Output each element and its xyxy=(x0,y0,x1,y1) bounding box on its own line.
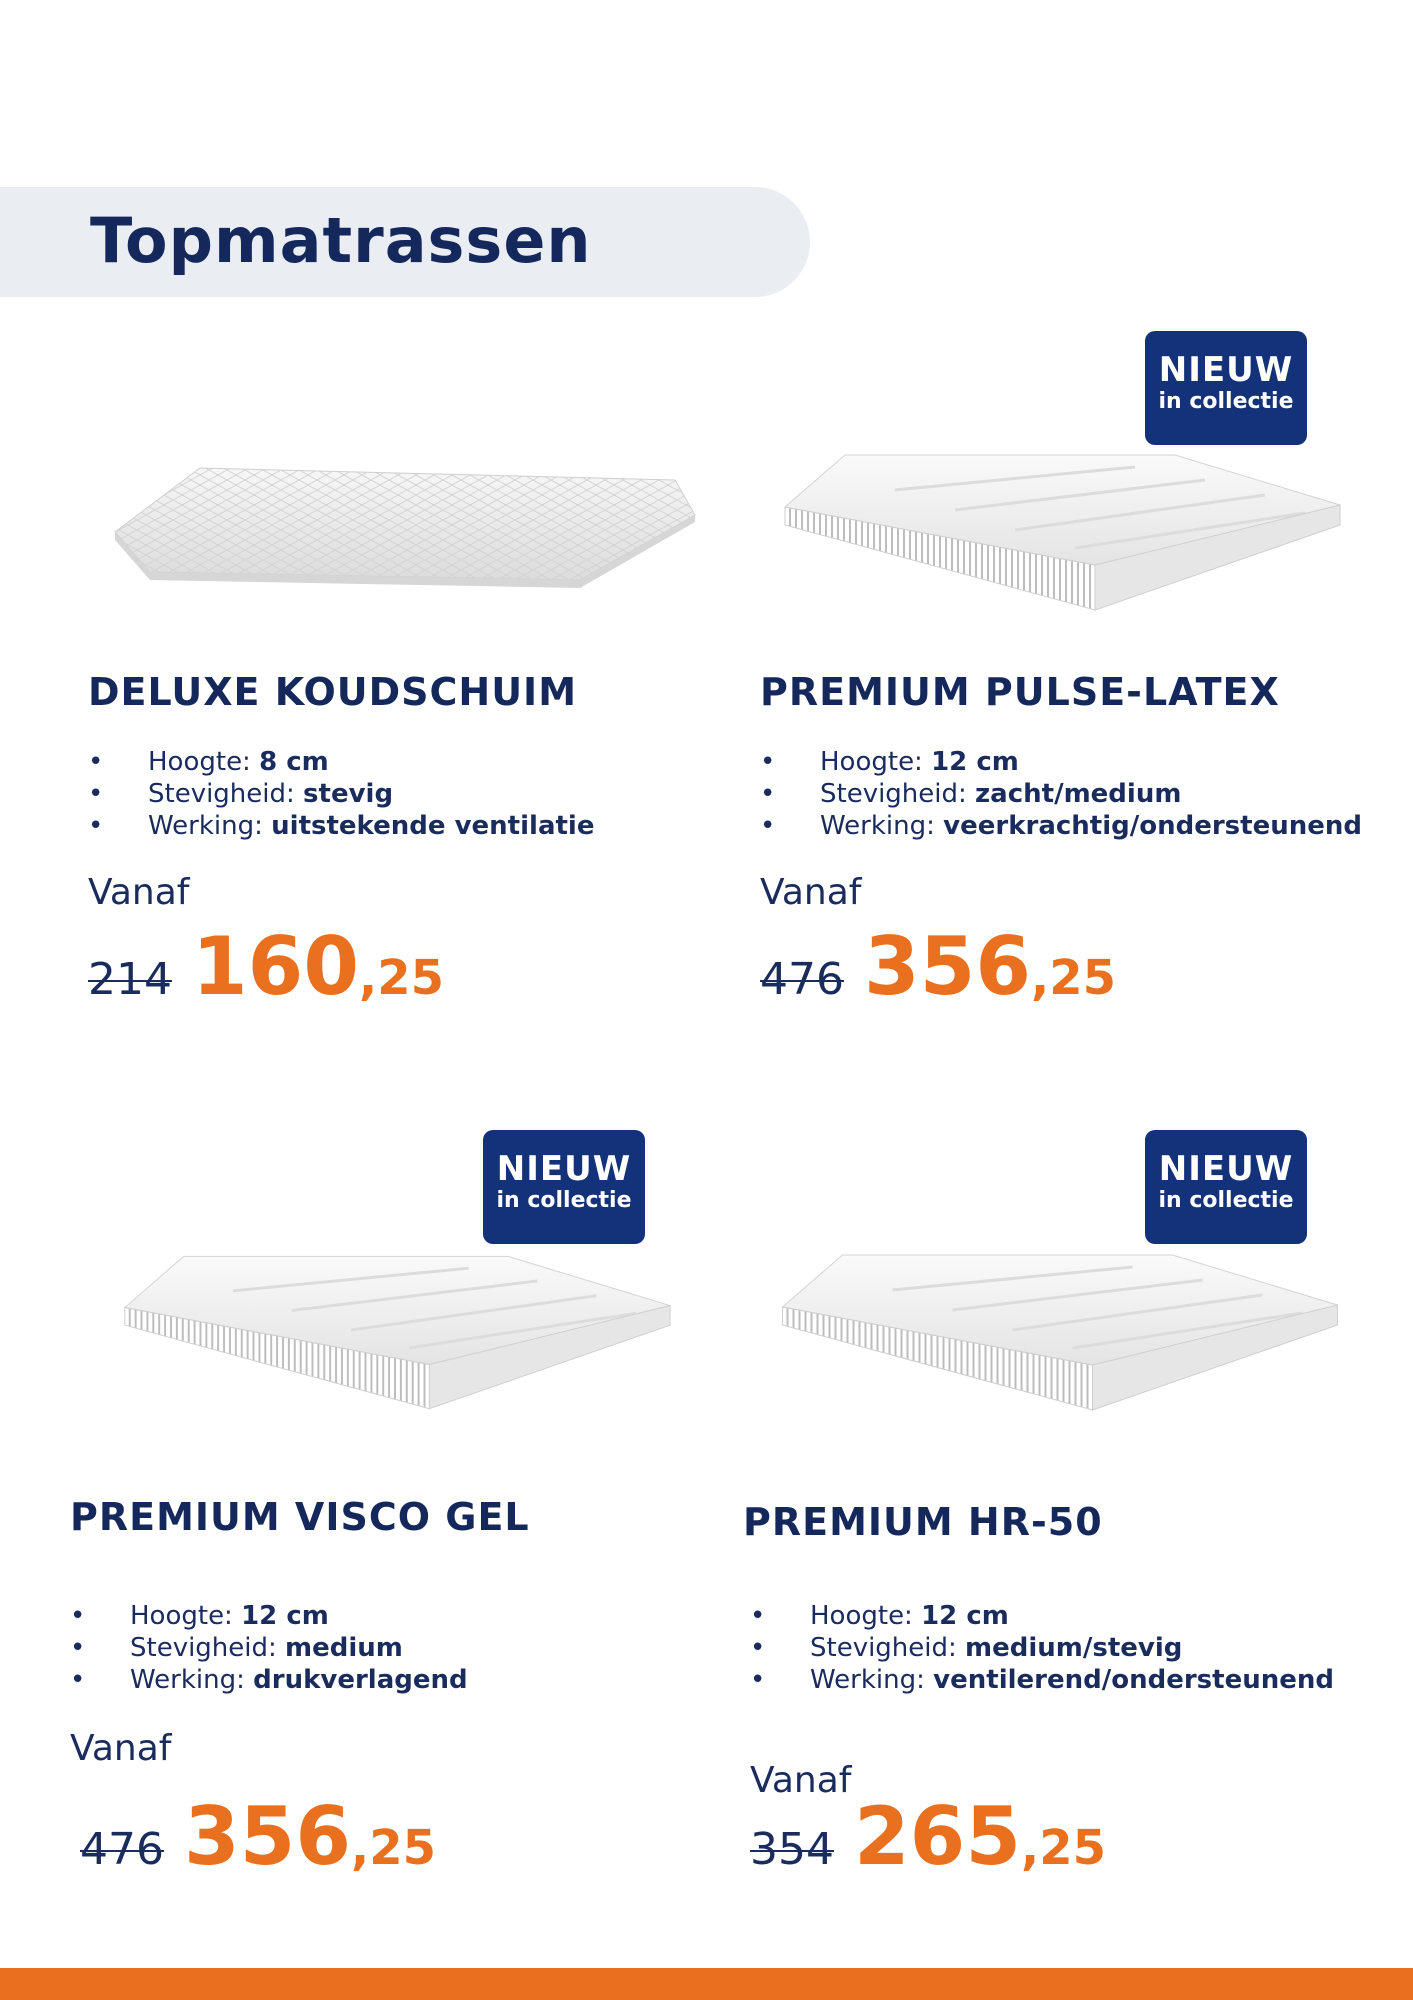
spec-value: 8 cm xyxy=(259,747,329,777)
product-card-deluxe-koudschuim[interactable] xyxy=(80,320,720,1040)
vanaf-label: Vanaf xyxy=(750,1760,852,1801)
spec-value: 12 cm xyxy=(921,1601,1009,1631)
old-price: 476 xyxy=(80,1824,164,1875)
mattress-topper-image xyxy=(110,460,700,595)
product-name: PREMIUM HR-50 xyxy=(743,1500,1103,1544)
spec-value: ventilerend/ondersteunend xyxy=(933,1665,1334,1695)
vanaf-label: Vanaf xyxy=(760,872,862,913)
spec-list xyxy=(70,1600,468,1696)
new-price-decimals: ,25 xyxy=(358,950,445,1006)
price-row xyxy=(80,1790,436,1883)
product-card-premium-pulse-latex[interactable] xyxy=(750,320,1390,1040)
spec-label: Hoogte: xyxy=(148,747,251,777)
mattress-topper-image xyxy=(770,1245,1345,1425)
spec-item xyxy=(760,810,1362,842)
spec-list xyxy=(760,746,1362,842)
spec-label: Stevigheid: xyxy=(130,1633,277,1663)
price-row xyxy=(760,920,1116,1013)
new-price-decimals: ,25 xyxy=(1030,950,1117,1006)
spec-value: veerkrachtig/ondersteunend xyxy=(943,811,1362,841)
new-price: 265 xyxy=(853,1790,1021,1883)
badge-subtitle: in collectie xyxy=(1158,1188,1294,1213)
new-price: 356 xyxy=(863,920,1031,1013)
spec-value: stevig xyxy=(303,779,394,809)
spec-item xyxy=(750,1600,1334,1632)
vanaf-label: Vanaf xyxy=(88,872,190,913)
spec-item xyxy=(750,1664,1334,1696)
old-price: 476 xyxy=(760,954,844,1005)
product-card-premium-hr-50[interactable] xyxy=(740,1120,1380,1883)
spec-item xyxy=(760,778,1362,810)
product-name: DELUXE KOUDSCHUIM xyxy=(88,670,578,714)
spec-label: Hoogte: xyxy=(810,1601,913,1631)
spec-label: Hoogte: xyxy=(820,747,923,777)
new-in-collection-badge xyxy=(483,1130,645,1244)
spec-label: Werking: xyxy=(810,1665,925,1695)
badge-title: NIEUW xyxy=(496,1149,632,1189)
badge-title: NIEUW xyxy=(1158,1149,1294,1189)
new-price-decimals: ,25 xyxy=(350,1820,437,1876)
spec-list xyxy=(88,746,594,842)
spec-value: medium xyxy=(285,1633,403,1663)
spec-item xyxy=(70,1632,468,1664)
new-price: 160 xyxy=(191,920,359,1013)
spec-label: Stevigheid: xyxy=(148,779,295,809)
spec-label: Stevigheid: xyxy=(820,779,967,809)
product-name: PREMIUM VISCO GEL xyxy=(70,1495,530,1539)
new-price: 356 xyxy=(183,1790,351,1883)
spec-value: 12 cm xyxy=(241,1601,329,1631)
mattress-topper-image xyxy=(775,445,1345,625)
product-name: PREMIUM PULSE-LATEX xyxy=(760,670,1280,714)
price-row xyxy=(88,920,444,1013)
badge-subtitle: in collectie xyxy=(496,1188,632,1213)
spec-label: Werking: xyxy=(148,811,263,841)
spec-value: uitstekende ventilatie xyxy=(271,811,595,841)
new-price-decimals: ,25 xyxy=(1020,1820,1107,1876)
page-title: Topmatrassen xyxy=(90,204,592,277)
spec-list xyxy=(750,1600,1334,1696)
spec-item xyxy=(750,1632,1334,1664)
spec-label: Hoogte: xyxy=(130,1601,233,1631)
vanaf-label: Vanaf xyxy=(70,1728,172,1769)
spec-label: Stevigheid: xyxy=(810,1633,957,1663)
price-row xyxy=(750,1790,1106,1883)
product-card-premium-visco-gel[interactable] xyxy=(70,1120,710,1883)
spec-item xyxy=(70,1600,468,1632)
spec-value: drukverlagend xyxy=(253,1665,468,1695)
new-in-collection-badge xyxy=(1145,331,1307,445)
new-in-collection-badge xyxy=(1145,1130,1307,1244)
spec-item xyxy=(88,746,594,778)
spec-value: medium/stevig xyxy=(965,1633,1183,1663)
spec-value: zacht/medium xyxy=(975,779,1182,809)
spec-value: 12 cm xyxy=(931,747,1019,777)
old-price: 354 xyxy=(750,1824,834,1875)
footer-accent-bar xyxy=(0,1968,1413,2000)
spec-item xyxy=(760,746,1362,778)
spec-item xyxy=(88,778,594,810)
spec-item xyxy=(88,810,594,842)
badge-title: NIEUW xyxy=(1158,350,1294,390)
old-price: 214 xyxy=(88,954,172,1005)
spec-label: Werking: xyxy=(820,811,935,841)
badge-subtitle: in collectie xyxy=(1158,389,1294,414)
spec-label: Werking: xyxy=(130,1665,245,1695)
mattress-topper-image xyxy=(115,1245,675,1425)
spec-item xyxy=(70,1664,468,1696)
